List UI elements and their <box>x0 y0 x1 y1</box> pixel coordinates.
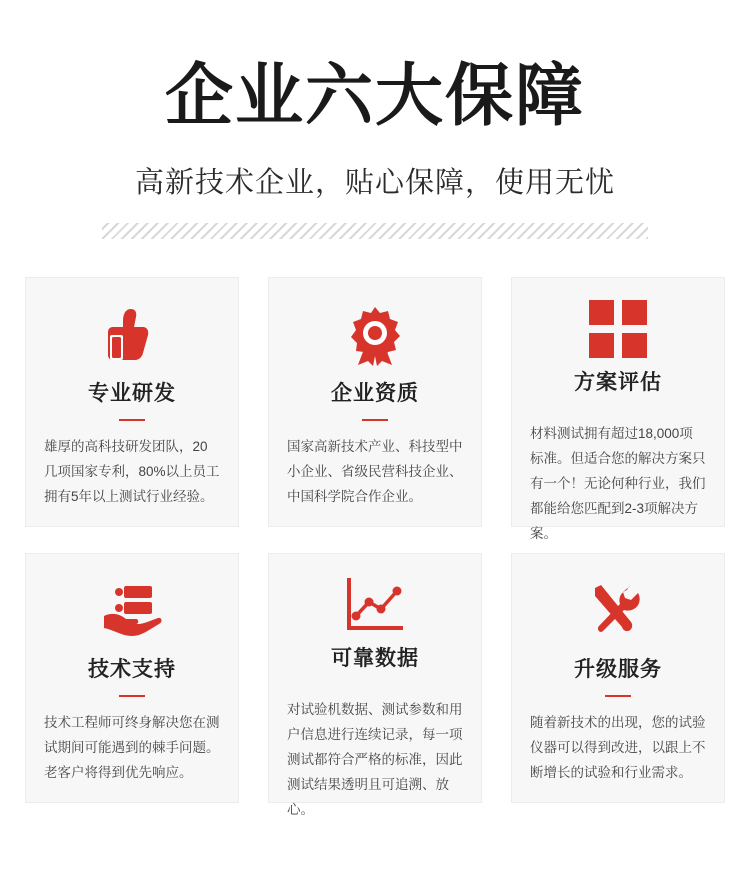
card-title: 技术支持 <box>88 658 176 682</box>
feature-card <box>511 277 725 542</box>
card-title: 升级服务 <box>574 658 662 682</box>
four-squares-icon <box>589 300 647 358</box>
card-text: 技术工程师可终身解决您在测试期间可能遇到的棘手问题。老客户将得到优先响应。 <box>44 715 220 781</box>
card-divider <box>605 695 631 697</box>
wrench-screwdriver-icon <box>587 576 649 645</box>
card-divider <box>119 695 145 697</box>
line-chart-icon <box>343 576 407 634</box>
feature-card <box>511 553 725 803</box>
feature-card <box>268 277 482 527</box>
card-divider <box>362 419 388 421</box>
card-text: 对试验机数据、测试参数和用户信息进行连续记录，每一项测试都符合严格的标准，因此测试结果透明且可追溯、放心。 <box>287 702 463 818</box>
page-subtitle: 高新技术企业，贴心保障，使用无忧 <box>134 167 615 200</box>
card-divider <box>119 419 145 421</box>
card-title: 可靠数据 <box>331 647 419 671</box>
feature-card <box>25 277 239 527</box>
card-title: 方案评估 <box>574 371 662 395</box>
hatch-divider <box>102 223 648 239</box>
feature-grid <box>25 277 725 818</box>
feature-card <box>25 553 239 803</box>
card-text: 国家高新技术产业、科技型中小企业、省级民营科技企业、中国科学院合作企业。 <box>287 439 463 505</box>
card-text: 雄厚的高科技研发团队，20几项国家专利，80%以上员工拥有5年以上测试行业经验。 <box>44 439 220 505</box>
page-title: 企业六大保障 <box>164 57 585 136</box>
card-title: 专业研发 <box>88 382 176 406</box>
award-medal-icon <box>345 300 405 369</box>
card-title: 企业资质 <box>331 382 419 406</box>
card-text: 随着新技术的出现，您的试验仪器可以得到改进，以跟上不断增长的试验和行业需求。 <box>530 715 706 781</box>
page-header <box>0 0 750 239</box>
feature-card <box>268 553 482 818</box>
hand-support-icon <box>100 576 164 645</box>
card-text: 材料测试拥有超过18,000项标准。但适合您的解决方案只有一个！无论何种行业，我们都能给您匹配到2-3项解决方案。 <box>530 426 706 542</box>
thumbs-up-icon <box>101 300 163 369</box>
